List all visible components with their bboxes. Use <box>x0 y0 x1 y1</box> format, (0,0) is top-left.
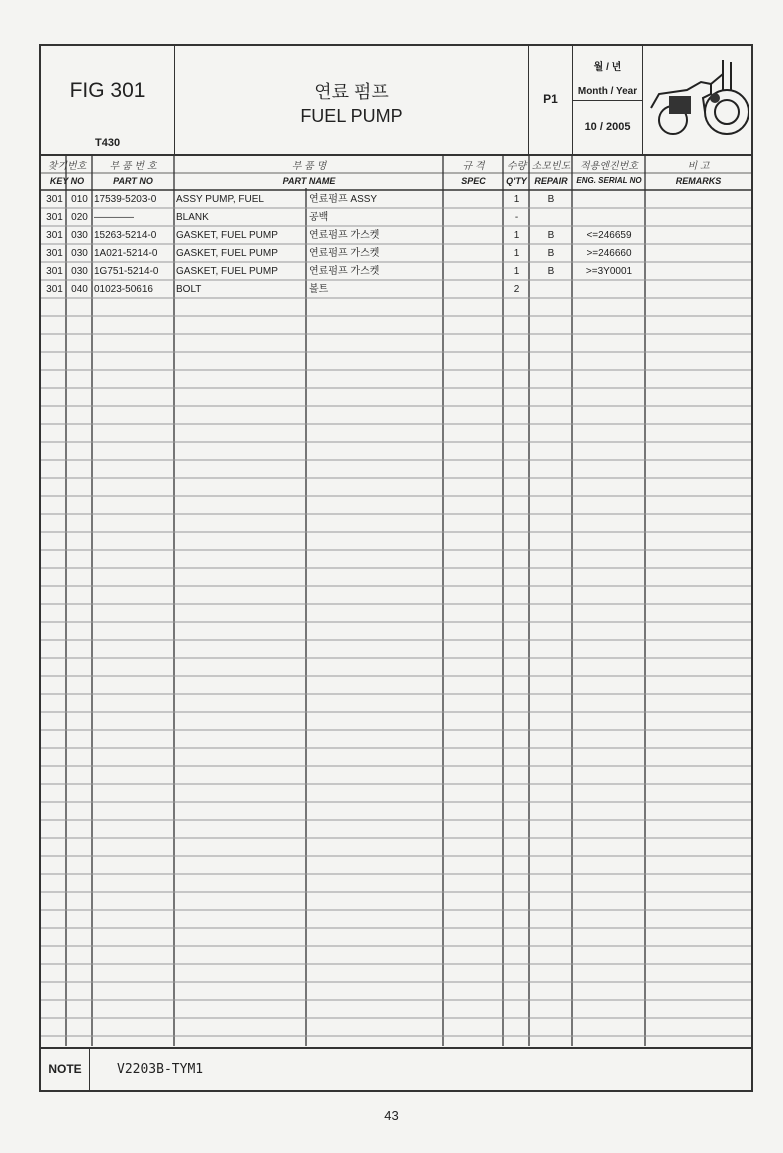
col-key-no: KEY NO <box>49 176 85 186</box>
col-part-no-korean: 부 품 번 호 <box>109 161 157 172</box>
row-qty: 1 <box>513 194 520 205</box>
row-key: 030 <box>71 266 88 277</box>
row-part-no: 17539-5203-0 <box>94 194 157 205</box>
row-part-no: 1G751-5214-0 <box>94 266 159 277</box>
row-qty: 1 <box>513 230 520 241</box>
title-english: FUEL PUMP <box>300 106 403 126</box>
row-serial: >=3Y0001 <box>585 266 633 277</box>
title-korean: 연료 펌프 <box>314 82 389 102</box>
row-name-en: BLANK <box>176 212 209 223</box>
row-part-no: 15263-5214-0 <box>94 230 157 241</box>
row-name-en: BOLT <box>176 284 202 295</box>
row-fig: 301 <box>46 248 63 259</box>
col-serial: ENG. SERIAL NO <box>576 176 642 185</box>
col-part-name: PART NAME <box>282 176 336 186</box>
col-serial-korean: 적용엔진번호 <box>580 161 638 172</box>
note-value: V2203B-TYM1 <box>117 1062 204 1077</box>
model-label: T430 <box>95 137 121 149</box>
col-repair: REPAIR <box>534 176 568 186</box>
row-qty: 1 <box>513 248 520 259</box>
row-key: 010 <box>71 194 88 205</box>
col-part-name-korean: 부 품 명 <box>291 161 327 172</box>
page-code: P1 <box>543 92 558 106</box>
col-key-no-korean: 찾기번호 <box>47 161 87 172</box>
row-serial: <=246659 <box>586 230 632 241</box>
col-qty: Q'TY <box>506 176 527 186</box>
row-name-kr: 연료펌프 가스켓 <box>309 266 380 277</box>
row-fig: 301 <box>46 284 63 295</box>
row-key: 020 <box>71 212 88 223</box>
col-spec: SPEC <box>461 176 486 186</box>
col-part-no: PART NO <box>113 176 153 186</box>
month-year-korean: 월 / 년 <box>593 62 622 73</box>
row-part-no: 01023-50616 <box>94 284 153 295</box>
row-name-en: GASKET, FUEL PUMP <box>176 266 278 277</box>
row-qty: 1 <box>513 266 520 277</box>
month-year-label: Month / Year <box>577 86 638 97</box>
row-key: 030 <box>71 248 88 259</box>
row-repair: B <box>547 230 555 241</box>
date-value: 10 / 2005 <box>584 121 631 133</box>
col-repair-korean: 소모빈도 <box>531 161 571 172</box>
row-name-kr: 연료펌프 가스켓 <box>309 230 380 241</box>
row-serial: >=246660 <box>586 248 632 259</box>
row-part-no: 1A021-5214-0 <box>94 248 158 259</box>
row-name-kr: 공백 <box>309 212 329 223</box>
row-name-kr: 연료펌프 가스켓 <box>309 248 380 259</box>
row-fig: 301 <box>46 212 63 223</box>
row-repair: B <box>547 194 555 205</box>
row-fig: 301 <box>46 266 63 277</box>
row-name-en: GASKET, FUEL PUMP <box>176 248 278 259</box>
row-name-kr: 연료펌프 ASSY <box>309 194 378 205</box>
col-spec-korean: 규 격 <box>462 161 485 172</box>
fig-label: FIG 301 <box>69 79 146 102</box>
note-col-line <box>89 1047 90 1092</box>
col-remarks-korean: 비 고 <box>687 161 710 172</box>
row-part-no: ———— <box>94 212 134 223</box>
note-divider <box>41 1047 751 1049</box>
row-key: 030 <box>71 230 88 241</box>
note-label: NOTE <box>48 1062 82 1076</box>
row-fig: 301 <box>46 230 63 241</box>
row-qty: 2 <box>513 284 520 295</box>
row-repair: B <box>547 248 555 259</box>
col-remarks: REMARKS <box>675 176 722 186</box>
row-name-kr: 볼트 <box>309 284 329 295</box>
row-fig: 301 <box>46 194 63 205</box>
parts-table-frame <box>39 44 753 1092</box>
row-repair: B <box>547 266 555 277</box>
row-key: 040 <box>71 284 88 295</box>
col-qty-korean: 수량 <box>506 161 527 172</box>
row-name-en: GASKET, FUEL PUMP <box>176 230 278 241</box>
row-name-en: ASSY PUMP, FUEL <box>176 194 264 205</box>
row-qty: - <box>514 212 519 223</box>
page-number: 43 <box>384 1108 399 1123</box>
